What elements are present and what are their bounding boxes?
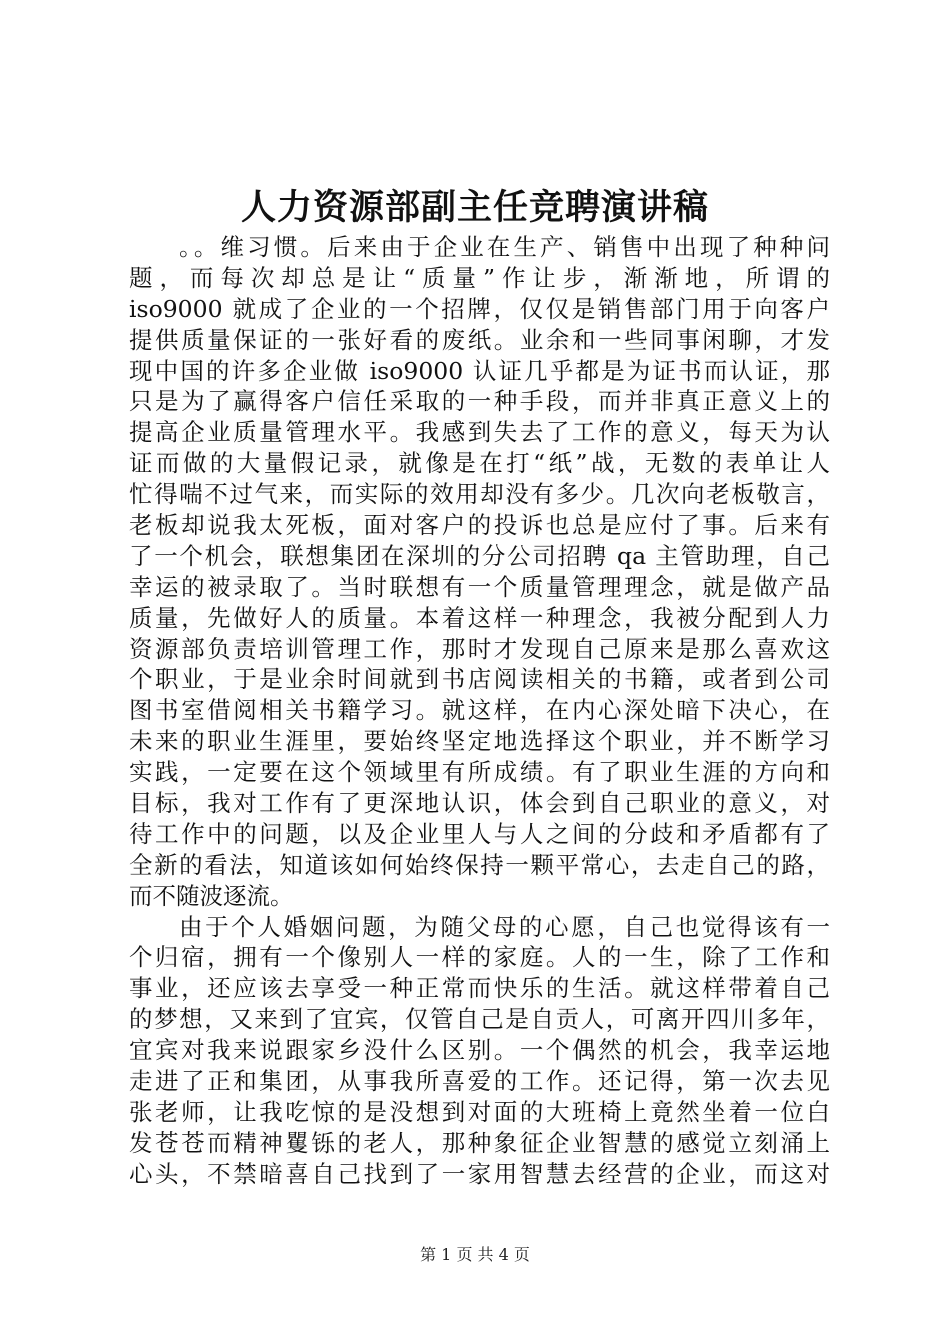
text-line: 宜宾对我来说跟家乡没什么区别。一个偶然的机会，我幸运地 xyxy=(129,1036,830,1065)
text-line: 证而做的大量假记录，就像是在打“纸”战，无数的表单让人 xyxy=(129,449,830,478)
page-number-footer: 第 1 页 共 4 页 xyxy=(420,1245,530,1264)
text-line: 质量，先做好人的质量。本着这样一种理念，我被分配到人力 xyxy=(129,603,830,632)
text-line: 未来的职业生涯里，要始终坚定地选择这个职业，并不断学习 xyxy=(129,727,830,756)
text-line: 个归宿，拥有一个像别人一样的家庭。人的一生，除了工作和 xyxy=(129,943,830,972)
document-body xyxy=(129,232,830,1190)
text-line: 全新的看法，知道该如何始终保持一颗平常心，去走自己的路， xyxy=(129,850,830,879)
text-line: 幸运的被录取了。当时联想有一个质量管理理念，就是做产品 xyxy=(129,572,830,601)
text-line: 忙得喘不过气来，而实际的效用却没有多少。几次向老板敬言， xyxy=(129,480,830,509)
text-line: 老板却说我太死板，面对客户的投诉也总是应付了事。后来有 xyxy=(129,511,830,540)
text-line: 的梦想，又来到了宜宾，仅管自己是自贡人，可离开四川多年， xyxy=(129,1005,830,1034)
text-line: 只是为了赢得客户信任采取的一种手段，而并非真正意义上的 xyxy=(129,387,830,416)
text-line: 心头，不禁暗喜自己找到了一家用智慧去经营的企业，而这对 xyxy=(129,1159,830,1188)
text-line: 。。维习惯。后来由于企业在生产、销售中出现了种种问 xyxy=(179,233,830,261)
text-line: 走进了正和集团，从事我所喜爱的工作。还记得，第一次去见 xyxy=(129,1067,830,1096)
text-line: iso9000 就成了企业的一个招牌，仅仅是销售部门用于向客户 xyxy=(129,294,830,323)
text-line: 张老师，让我吃惊的是没想到对面的大班椅上竟然坐着一位白 xyxy=(129,1097,830,1126)
text-line: 提供质量保证的一张好看的废纸。业余和一些同事闲聊，才发 xyxy=(129,325,830,354)
text-line: 而不随波逐流。 xyxy=(129,881,294,910)
text-line: 目标，我对工作有了更深地认识，体会到自己职业的意义，对 xyxy=(129,789,830,818)
text-line: 个职业，于是业余时间就到书店阅读相关的书籍，或者到公司 xyxy=(129,665,830,694)
text-line: 待工作中的问题，以及企业里人与人之间的分歧和矛盾都有了 xyxy=(129,819,830,848)
document-title: 人力资源部副主任竞聘演讲稿 xyxy=(240,187,709,228)
text-line: 实践，一定要在这个领域里有所成绩。有了职业生涯的方向和 xyxy=(129,758,830,787)
text-line: 题，而每次却总是让“质量”作让步，渐渐地，所谓的 xyxy=(129,263,830,292)
text-line: 由于个人婚姻问题，为随父母的心愿，自己也觉得该有一 xyxy=(179,912,830,941)
text-line: 了一个机会，联想集团在深圳的分公司招聘 qa 主管助理，自己 xyxy=(129,541,830,570)
text-line: 资源部负责培训管理工作，那时才发现自己原来是那么喜欢这 xyxy=(129,634,830,663)
text-line: 发苍苍而精神矍铄的老人，那种象征企业智慧的感觉立刻涌上 xyxy=(129,1128,830,1157)
text-line: 提高企业质量管理水平。我感到失去了工作的意义，每天为认 xyxy=(129,418,830,447)
text-line: 现中国的许多企业做 iso9000 认证几乎都是为证书而认证，那 xyxy=(129,356,830,385)
text-line: 事业，还应该去享受一种正常而快乐的生活。就这样带着自己 xyxy=(129,974,830,1003)
text-line: 图书室借阅相关书籍学习。就这样，在内心深处暗下决心，在 xyxy=(129,696,830,725)
